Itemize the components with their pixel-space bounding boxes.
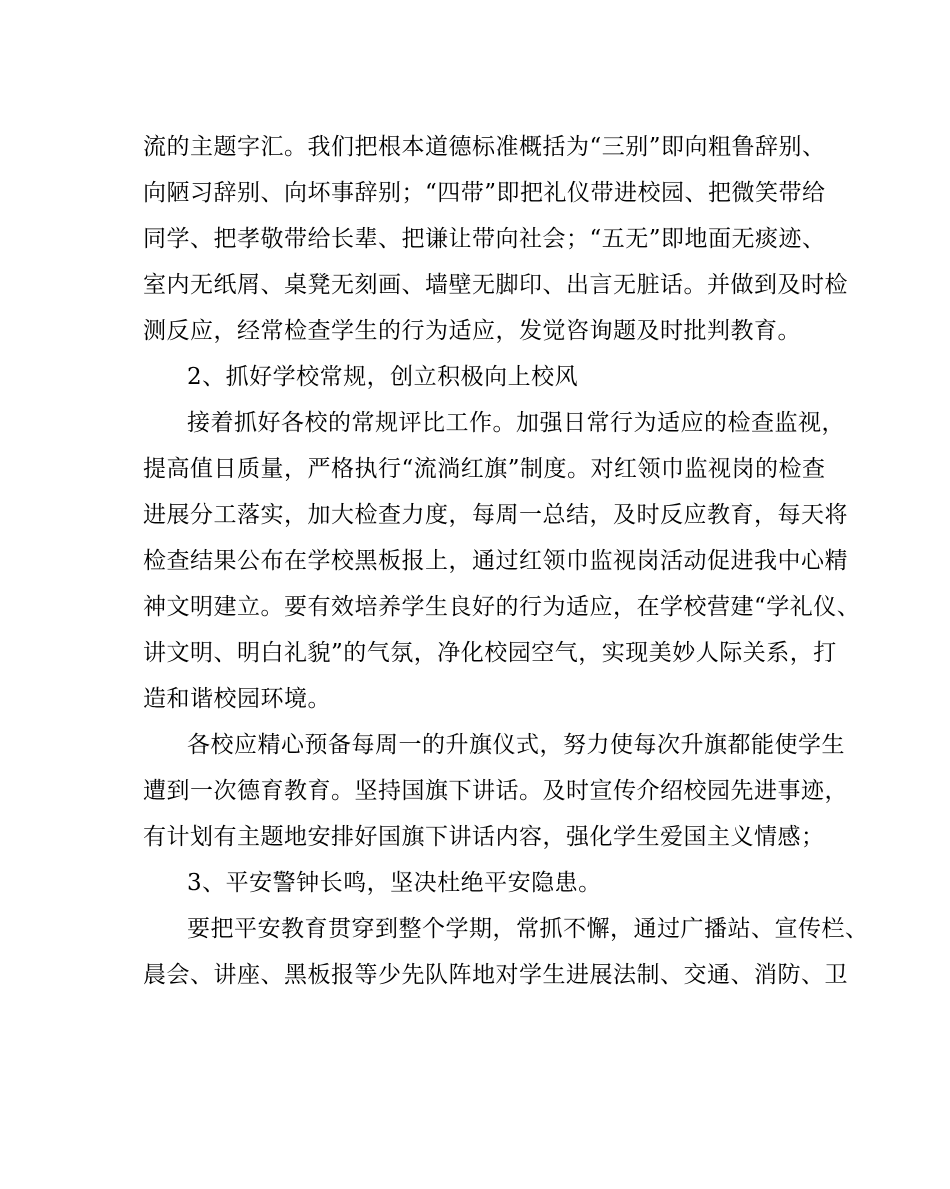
text-line: 提高值日质量，严格执行“流淌红旗”制度。对红领巾监视岗的检查	[143, 456, 826, 482]
text-line: 接着抓好各校的常规评比工作。加强日常行为适应的检查监视，	[187, 410, 845, 436]
text-line: 检查结果公布在学校黑板报上，通过红领巾监视岗活动促进我中心精	[143, 548, 848, 574]
body-text	[143, 124, 869, 998]
text-line: 造和谐校园环境。	[143, 686, 331, 712]
section-heading: 2、抓好学校常规，创立积极向上校风	[187, 364, 579, 390]
text-line: 室内无纸屑、桌凳无刻画、墙壁无脚印、出言无脏话。并做到及时检	[143, 272, 848, 298]
text-line: 讲文明、明白礼貌”的气氛，净化校园空气，实现美妙人际关系，打	[143, 640, 837, 666]
text-line: 要把平安教育贯穿到整个学期，常抓不懈，通过广播站、宣传栏、	[187, 916, 869, 942]
text-line: 向陋习辞别、向坏事辞别；“四带”即把礼仪带进校园、把微笑带给	[143, 180, 826, 206]
text-line: 流的主题字汇。我们把根本道德标准概括为“三别”即向粗鲁辞别、	[143, 134, 826, 160]
text-line: 测反应，经常检查学生的行为适应，发觉咨询题及时批判教育。	[143, 318, 801, 344]
text-line: 神文明建立。要有效培养学生良好的行为适应，在学校营建“学礼仪、	[143, 594, 861, 620]
text-line: 各校应精心预备每周一的升旗仪式，努力使每次升旗都能使学生	[187, 732, 845, 758]
text-line: 同学、把孝敬带给长辈、把谦让带向社会；“五无”即地面无痰迹、	[143, 226, 826, 252]
text-line: 进展分工落实，加大检查力度，每周一总结，及时反应教育，每天将	[143, 502, 848, 528]
text-line: 有计划有主题地安排好国旗下讲话内容，强化学生爱国主义情感；	[143, 824, 825, 850]
text-line: 遭到一次德育教育。坚持国旗下讲话。及时宣传介绍校园先进事迹，	[143, 778, 848, 804]
section-heading: 3、平安警钟长鸣，坚决杜绝平安隐患。	[187, 870, 602, 896]
text-line: 晨会、讲座、黑板报等少先队阵地对学生进展法制、交通、消防、卫	[143, 962, 848, 988]
